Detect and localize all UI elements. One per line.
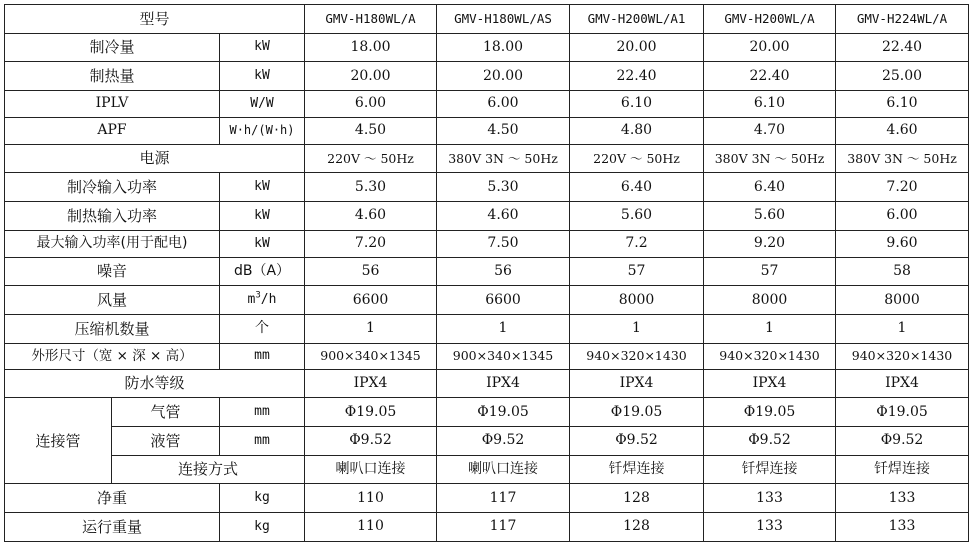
airflow-value: 8000 <box>570 286 704 315</box>
dimensions-value: 940×320×1430 <box>704 343 836 369</box>
net-weight-label: 净重 <box>5 484 220 513</box>
iplv-value: 6.00 <box>305 91 437 118</box>
cooling-input-value: 5.30 <box>305 173 437 202</box>
max-input-unit: kW <box>220 230 305 257</box>
net-weight-value: 128 <box>570 484 704 513</box>
operating-weight-value: 133 <box>836 513 969 542</box>
apf-value: 4.60 <box>836 117 969 144</box>
noise-value: 58 <box>836 257 969 286</box>
compressor-value: 1 <box>570 315 704 344</box>
operating-weight-value: 117 <box>437 513 570 542</box>
apf-unit: W·h/(W·h) <box>220 117 305 144</box>
iplv-value: 6.00 <box>437 91 570 118</box>
noise-value: 57 <box>704 257 836 286</box>
waterproof-value: IPX4 <box>570 369 704 398</box>
net-weight-unit: kg <box>220 484 305 513</box>
heating-input-unit: kW <box>220 202 305 231</box>
pipe-liquid-value: Φ9.52 <box>570 427 704 456</box>
noise-value: 57 <box>570 257 704 286</box>
operating-weight-label: 运行重量 <box>5 513 220 542</box>
cooling-value: 20.00 <box>570 33 704 62</box>
heating-input-value: 5.60 <box>704 202 836 231</box>
row-noise <box>5 257 969 286</box>
operating-weight-unit: kg <box>220 513 305 542</box>
model-2: GMV-H180WL/AS <box>437 5 570 34</box>
net-weight-value: 133 <box>704 484 836 513</box>
row-cooling-input <box>5 173 969 202</box>
row-compressor <box>5 315 969 344</box>
pipe-method-value: 喇叭口连接 <box>305 455 437 484</box>
pipe-liquid-label: 液管 <box>112 427 220 456</box>
heating-value: 25.00 <box>836 62 969 91</box>
row-max-input <box>5 230 969 257</box>
model-3: GMV-H200WL/A1 <box>570 5 704 34</box>
model-4: GMV-H200WL/A <box>704 5 836 34</box>
cooling-input-unit: kW <box>220 173 305 202</box>
heating-value: 20.00 <box>437 62 570 91</box>
model-1: GMV-H180WL/A <box>305 5 437 34</box>
compressor-label: 压缩机数量 <box>5 315 220 344</box>
pipe-gas-value: Φ19.05 <box>570 398 704 427</box>
compressor-value: 1 <box>836 315 969 344</box>
power-supply-label: 电源 <box>5 144 305 173</box>
pipe-gas-value: Φ19.05 <box>704 398 836 427</box>
power-supply-value: 220V ～ 50Hz <box>305 144 437 173</box>
pipe-liquid-value: Φ9.52 <box>305 427 437 456</box>
cooling-value: 18.00 <box>305 33 437 62</box>
row-apf <box>5 117 969 144</box>
pipe-gas-unit: mm <box>220 398 305 427</box>
heating-input-value: 6.00 <box>836 202 969 231</box>
net-weight-value: 117 <box>437 484 570 513</box>
heating-input-value: 4.60 <box>437 202 570 231</box>
max-input-label: 最大输入功率(用于配电) <box>5 230 220 257</box>
row-cooling <box>5 33 969 62</box>
airflow-value: 8000 <box>836 286 969 315</box>
row-dimensions <box>5 343 969 369</box>
compressor-value: 1 <box>437 315 570 344</box>
net-weight-value: 133 <box>836 484 969 513</box>
apf-value: 4.50 <box>305 117 437 144</box>
cooling-value: 20.00 <box>704 33 836 62</box>
dimensions-value: 900×340×1345 <box>437 343 570 369</box>
pipe-liquid-value: Φ9.52 <box>836 427 969 456</box>
row-iplv <box>5 91 969 118</box>
row-power-supply <box>5 144 969 173</box>
pipe-liquid-value: Φ9.52 <box>704 427 836 456</box>
model-label: 型号 <box>5 5 305 34</box>
iplv-value: 6.10 <box>570 91 704 118</box>
cooling-input-value: 6.40 <box>570 173 704 202</box>
pipe-gas-value: Φ19.05 <box>437 398 570 427</box>
row-heating <box>5 62 969 91</box>
row-operating-weight <box>5 513 969 542</box>
airflow-label: 风量 <box>5 286 220 315</box>
waterproof-value: IPX4 <box>836 369 969 398</box>
heating-input-value: 5.60 <box>570 202 704 231</box>
iplv-value: 6.10 <box>704 91 836 118</box>
airflow-value: 6600 <box>305 286 437 315</box>
airflow-unit-tail: /h <box>260 292 277 308</box>
noise-unit: dB（A） <box>220 257 305 286</box>
pipe-method-value: 钎焊连接 <box>704 455 836 484</box>
airflow-unit-base: m <box>247 292 256 308</box>
max-input-value: 7.20 <box>305 230 437 257</box>
operating-weight-value: 128 <box>570 513 704 542</box>
row-net-weight <box>5 484 969 513</box>
heating-value: 22.40 <box>704 62 836 91</box>
dimensions-label: 外形尺寸（宽 × 深 × 高） <box>5 343 220 369</box>
row-pipe-gas <box>5 398 969 427</box>
spec-table <box>4 4 969 542</box>
cooling-input-value: 6.40 <box>704 173 836 202</box>
airflow-unit-sup: 3 <box>255 290 261 301</box>
cooling-value: 18.00 <box>437 33 570 62</box>
heating-unit: kW <box>220 62 305 91</box>
row-airflow <box>5 286 969 315</box>
max-input-value: 7.50 <box>437 230 570 257</box>
airflow-value: 8000 <box>704 286 836 315</box>
power-supply-value: 380V 3N ～ 50Hz <box>437 144 570 173</box>
cooling-value: 22.40 <box>836 33 969 62</box>
model-5: GMV-H224WL/A <box>836 5 969 34</box>
pipe-method-value: 钎焊连接 <box>836 455 969 484</box>
airflow-unit <box>220 286 305 315</box>
dimensions-value: 940×320×1430 <box>836 343 969 369</box>
row-waterproof <box>5 369 969 398</box>
apf-label: APF <box>5 117 220 144</box>
compressor-unit: 个 <box>220 315 305 344</box>
power-supply-value: 220V ～ 50Hz <box>570 144 704 173</box>
max-input-value: 7.2 <box>570 230 704 257</box>
cooling-input-value: 5.30 <box>437 173 570 202</box>
cooling-input-label: 制冷输入功率 <box>5 173 220 202</box>
pipe-liquid-unit: mm <box>220 427 305 456</box>
operating-weight-value: 133 <box>704 513 836 542</box>
apf-value: 4.50 <box>437 117 570 144</box>
iplv-value: 6.10 <box>836 91 969 118</box>
row-pipe-liquid <box>5 427 969 456</box>
pipe-gas-value: Φ19.05 <box>836 398 969 427</box>
row-pipe-method <box>5 455 969 484</box>
compressor-value: 1 <box>305 315 437 344</box>
noise-value: 56 <box>305 257 437 286</box>
noise-value: 56 <box>437 257 570 286</box>
power-supply-value: 380V 3N ～ 50Hz <box>704 144 836 173</box>
dimensions-value: 900×340×1345 <box>305 343 437 369</box>
pipe-gas-label: 气管 <box>112 398 220 427</box>
row-heating-input <box>5 202 969 231</box>
dimensions-value: 940×320×1430 <box>570 343 704 369</box>
waterproof-value: IPX4 <box>704 369 836 398</box>
dimensions-unit: mm <box>220 343 305 369</box>
pipe-method-value: 钎焊连接 <box>570 455 704 484</box>
row-model <box>5 5 969 34</box>
max-input-value: 9.20 <box>704 230 836 257</box>
heating-label: 制热量 <box>5 62 220 91</box>
cooling-unit: kW <box>220 33 305 62</box>
heating-input-label: 制热输入功率 <box>5 202 220 231</box>
compressor-value: 1 <box>704 315 836 344</box>
waterproof-value: IPX4 <box>305 369 437 398</box>
pipe-liquid-value: Φ9.52 <box>437 427 570 456</box>
cooling-input-value: 7.20 <box>836 173 969 202</box>
power-supply-value: 380V 3N ～ 50Hz <box>836 144 969 173</box>
heating-value: 20.00 <box>305 62 437 91</box>
heating-value: 22.40 <box>570 62 704 91</box>
iplv-label: IPLV <box>5 91 220 118</box>
apf-value: 4.80 <box>570 117 704 144</box>
waterproof-label: 防水等级 <box>5 369 305 398</box>
pipe-method-label: 连接方式 <box>112 455 305 484</box>
heating-input-value: 4.60 <box>305 202 437 231</box>
apf-value: 4.70 <box>704 117 836 144</box>
pipe-method-value: 喇叭口连接 <box>437 455 570 484</box>
iplv-unit: W/W <box>220 91 305 118</box>
net-weight-value: 110 <box>305 484 437 513</box>
waterproof-value: IPX4 <box>437 369 570 398</box>
max-input-value: 9.60 <box>836 230 969 257</box>
operating-weight-value: 110 <box>305 513 437 542</box>
noise-label: 噪音 <box>5 257 220 286</box>
pipe-gas-value: Φ19.05 <box>305 398 437 427</box>
pipe-label: 连接管 <box>5 398 112 484</box>
airflow-value: 6600 <box>437 286 570 315</box>
cooling-label: 制冷量 <box>5 33 220 62</box>
